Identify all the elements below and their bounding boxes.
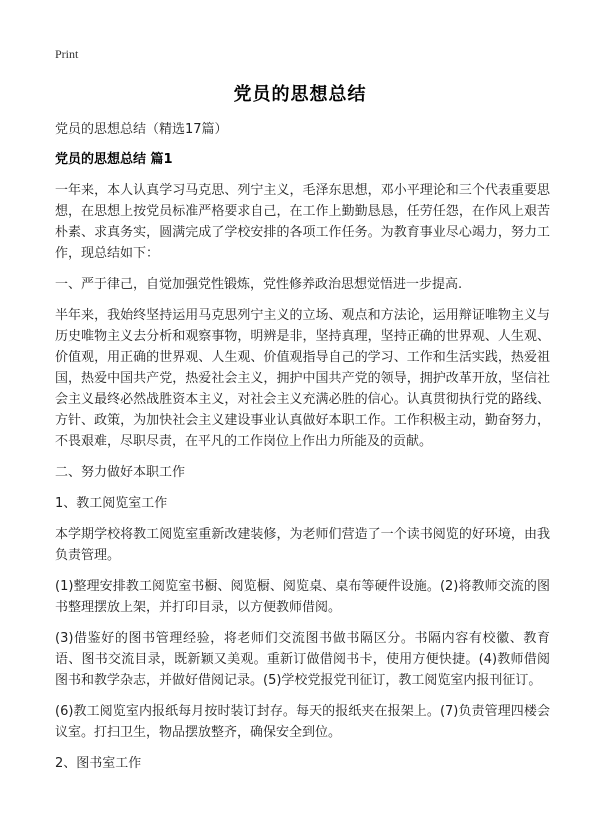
paragraph-intro: 一年来，本人认真学习马克思、列宁主义，毛泽东思想，邓小平理论和三个代表重要思想，在思想上按党员标准严格要求自己，在工作上勤勤恳恳，任劳任怨，在作风上艰苦朴素、求真务实，圆满完成了学校安排的各项工作任务。为教育事业尽心竭力，努力工作，现总结如下： — [55, 183, 550, 261]
paragraph-political-study: 半年来，我始终坚持运用马克思列宁主义的立场、观点和方法论，运用辩证唯物主义与历史唯物主义去分析和观察事物，明辨是非，坚持真理，坚持正确的世界观、人生观、价值观，用正确的世界观、人生观、价值观指导自己的学习、工作和生活实践，热爱祖国，热爱中国共产党，热爱社会主义，拥护中国共产党的领导，拥护改革开放，坚信社会主义最终必然战胜资本主义，对社会主义充满必胜的信心。认真贯彻执行党的路线、方针、政策，为加快社会主义建设事业认真做好本职工作。工作积极主动，勤奋努力，不畏艰难，尽职尽责，在平凡的工作岗位上作出力所能及的贡献。 — [55, 308, 550, 449]
section-heading: 党员的思想总结 篇1 — [55, 152, 173, 167]
paragraph-reading-room-tasks-2: (3)借鉴好的图书管理经验，将老师们交流图书做书隔区分。书隔内容有校徽、教育语、图书交流目录，既新颖又美观。重新订做借阅书卡，使用方便快捷。(4)教师借阅图书和教学杂志，并做好借阅记录。(5)学校党报党刊征订，教工阅览室内报刊征订。 — [55, 631, 550, 688]
paragraph-reading-room-intro: 本学期学校将教工阅览室重新改建装修，为老师们营造了一个读书阅览的好环境，由我负责管理。 — [55, 527, 550, 563]
page-title: 党员的思想总结 — [233, 84, 367, 105]
paragraph-reading-room-tasks-3: (6)教工阅览室内报纸每月按时装订封存。每天的报纸夹在报架上。(7)负责管理四楼会议室。打扫卫生，物品摆放整齐，确保安全到位。 — [55, 704, 550, 740]
document-subtitle: 党员的思想总结（精选17篇） — [55, 122, 228, 137]
document-body — [55, 120, 550, 784]
subpoint-library-heading: 2、图书室工作 — [55, 756, 142, 771]
paragraph-reading-room-tasks-1: (1)整理安排教工阅览室书橱、阅览橱、阅览桌、桌布等硬件设施。(2)将教师交流的图书整理摆放上架，并打印目录，以方便教师借阅。 — [55, 579, 550, 615]
print-label: Print — [55, 47, 79, 61]
subpoint-reading-room-heading: 1、教工阅览室工作 — [55, 496, 168, 511]
point-two-heading: 二、努力做好本职工作 — [55, 465, 186, 480]
point-one-heading: 一、严于律己，自觉加强党性锻炼，党性修养政治思想觉悟进一步提高. — [55, 277, 463, 292]
